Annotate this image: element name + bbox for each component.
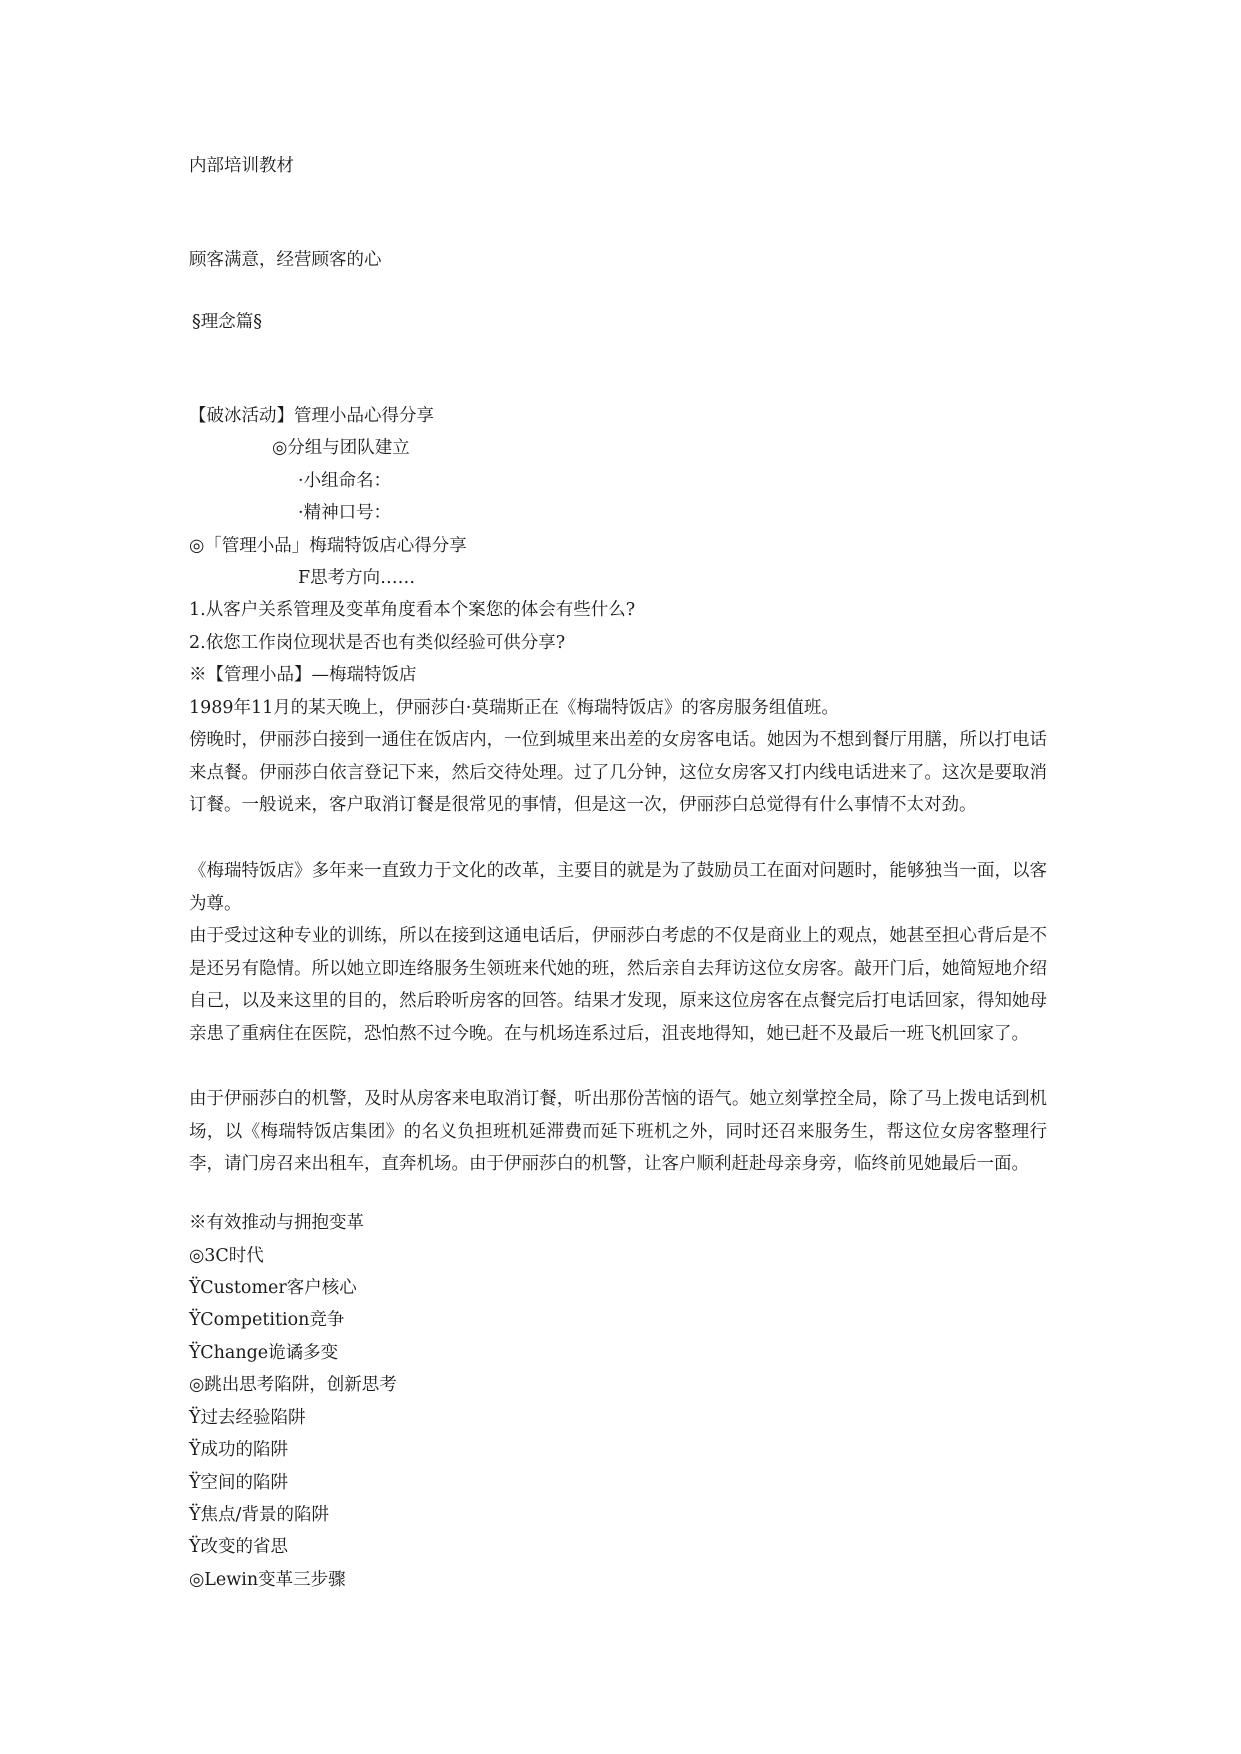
thinking-direction: F思考方向…… (298, 568, 416, 588)
share-item: ◎「管理小品」梅瑞特饭店心得分享 (189, 536, 467, 556)
document-title: 顾客满意，经营顾客的心 (189, 250, 382, 270)
team-name-bullet: ·小组命名： (298, 471, 392, 491)
era-item-competition: ŸCompetition竞争 (189, 1310, 345, 1330)
story-paragraph-3: 《梅瑞特饭店》多年来一直致力于文化的改革，主要目的就是为了鼓励员工在面对问题时，能够独当一面，以客为尊。 (189, 861, 1047, 914)
trap-item-5: Ÿ改变的省思 (189, 1537, 289, 1557)
section-heading: §理念篇§ (192, 312, 262, 332)
header-label: 内部培训教材 (189, 156, 294, 176)
group-building: ◎分组与团队建立 (272, 438, 410, 458)
era-item-change: ŸChange诡谲多变 (189, 1343, 339, 1363)
era-item-customer: ŸCustomer客户核心 (189, 1278, 357, 1298)
era-heading: ◎3C时代 (189, 1246, 264, 1266)
trap-item-2: Ÿ成功的陷阱 (189, 1440, 289, 1460)
icebreaker-heading: 【破冰活动】管理小品心得分享 (189, 406, 434, 426)
story-paragraph-5: 由于伊丽莎白的机警，及时从房客来电取消订餐，听出那份苦恼的语气。她立刻掌控全局，除了马上拨电话到机场，以《梅瑞特饭店集团》的名义负担班机延滞费而延下班机之外，同时还召来服务生，帮这位女房客整理行李，请门房召来出租车，直奔机场。由于伊丽莎白的机警，让客户顺利赶赴母亲身旁，临终前见她最后一面。 (189, 1089, 1047, 1175)
trap-heading: ◎跳出思考陷阱，创新思考 (189, 1375, 397, 1395)
trap-item-4: Ÿ焦点/背景的陷阱 (189, 1505, 329, 1525)
lewin-heading: ◎Lewin变革三步骤 (189, 1570, 346, 1590)
story-paragraph-1: 1989年11月的某天晚上，伊丽莎白·莫瑞斯正在《梅瑞特饭店》的客房服务组值班。 (189, 698, 839, 718)
question-2: 2.依您工作岗位现状是否也有类似经验可供分享? (189, 633, 566, 653)
question-1: 1.从客户关系管理及变革角度看本个案您的体会有些什么? (189, 600, 636, 620)
slogan-bullet: ·精神口号： (298, 503, 392, 523)
story-paragraph-2: 傍晚时，伊丽莎白接到一通住在饭店内，一位到城里来出差的女房客电话。她因为不想到餐厅用膳，所以打电话来点餐。伊丽莎白依言登记下来，然后交待处理。过了几分钟，这位女房客又打内线电话进来了。这次是要取消订餐。一般说来，客户取消订餐是很常见的事情，但是这一次，伊丽莎白总觉得有什么事情不太对劲。 (189, 730, 1047, 816)
change-heading: ※有效推动与拥抱变革 (189, 1213, 364, 1233)
story-heading: ※【管理小品】—梅瑞特饭店 (189, 665, 417, 685)
trap-item-1: Ÿ过去经验陷阱 (189, 1408, 306, 1428)
trap-item-3: Ÿ空间的陷阱 (189, 1473, 289, 1493)
story-paragraph-4: 由于受过这种专业的训练，所以在接到这通电话后，伊丽莎白考虑的不仅是商业上的观点，她甚至担心背后是不是还另有隐情。所以她立即连络服务生领班来代她的班，然后亲自去拜访这位女房客。敲开门后，她简短地介绍自己，以及来这里的目的，然后聆听房客的回答。结果才发现，原来这位房客在点餐完后打电话回家，得知她母亲患了重病住在医院，恐怕熬不过今晚。在与机场连系过后，沮丧地得知，她已赶不及最后一班飞机回家了。 (189, 926, 1047, 1044)
